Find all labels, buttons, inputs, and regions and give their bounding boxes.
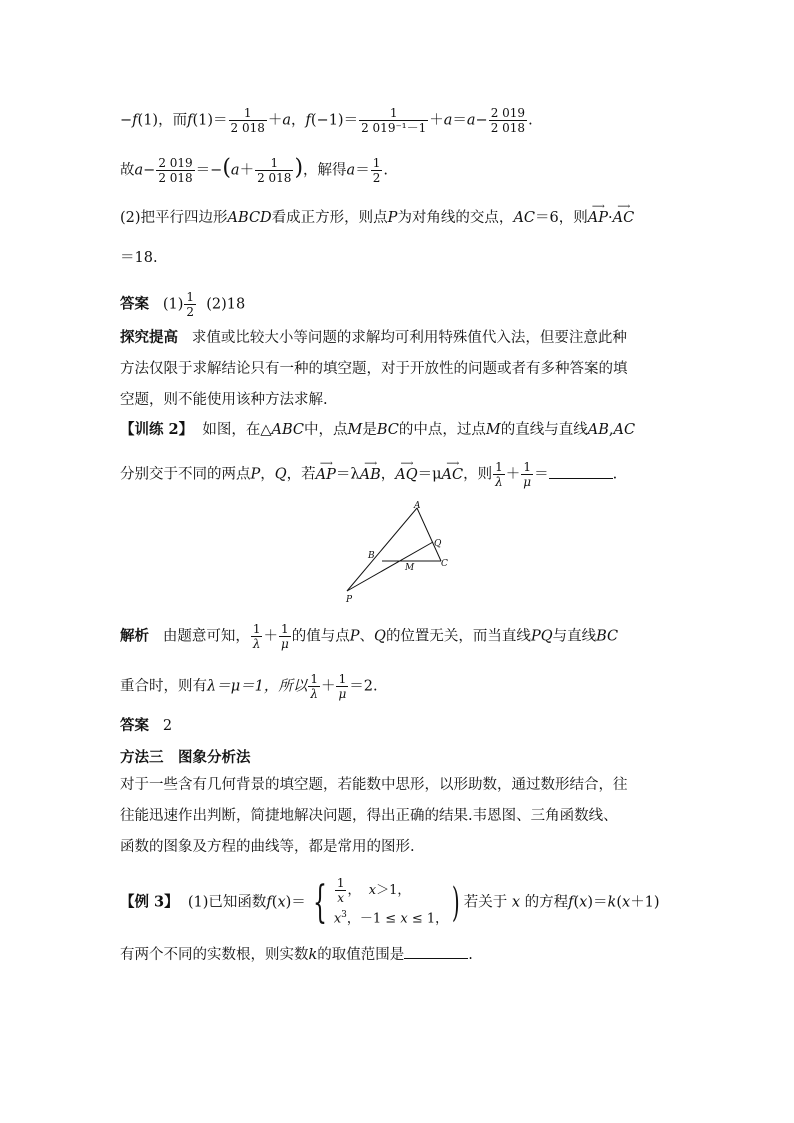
analysis-label: 解析: [120, 627, 149, 645]
text: P: [250, 466, 261, 483]
text: ＝6，则: [535, 210, 588, 226]
solution-line-4: ＝18.: [120, 250, 158, 266]
fraction: $\frac{1}{2 018}$: [257, 156, 292, 185]
triangle-figure: [335, 498, 465, 606]
text: x: [511, 894, 521, 911]
text: a: [346, 162, 356, 179]
text: (1)＝: [192, 112, 228, 129]
vector: ⟶ AC: [613, 208, 635, 228]
text: Q: [274, 466, 287, 483]
solution-line-3: [120, 208, 634, 228]
text: (−1)＝: [310, 112, 359, 129]
text: (1)已知函数: [187, 894, 267, 911]
paren: (: [222, 155, 231, 181]
label-c: C: [441, 559, 448, 569]
text: ABC: [271, 422, 305, 438]
fraction: $\frac{2 019}{2 018}$: [158, 156, 193, 185]
text: a: [230, 162, 240, 179]
text: −: [143, 162, 156, 179]
text: f: [187, 112, 193, 129]
text: (: [271, 894, 278, 911]
text: −: [120, 112, 133, 129]
text: ＝−: [195, 162, 223, 179]
text: 函数的图象及方程的曲线等，都是常用的图形.: [120, 839, 415, 855]
text: ，: [380, 466, 396, 483]
text: (2)把平行四边形: [120, 210, 228, 226]
fraction: $\frac{2 019}{2 018}$: [490, 106, 526, 135]
right-brace: ): [452, 879, 460, 926]
text: ，: [260, 466, 275, 483]
text: BC: [376, 422, 399, 438]
text: 分别交于不同的两点: [120, 466, 251, 483]
text: 中，点: [304, 422, 348, 438]
text: 与直线: [552, 628, 597, 645]
text: M: [485, 422, 501, 438]
fraction: $\frac{1}{\mu}$: [523, 460, 532, 489]
text: ＝2.: [349, 678, 378, 695]
fraction: $\frac{1}{2}$: [372, 156, 381, 185]
text: .: [528, 112, 533, 129]
text: ＋1): [630, 894, 660, 911]
text: M: [347, 422, 363, 438]
paren: ): [294, 155, 304, 181]
text: ，则: [463, 466, 493, 483]
text: a: [134, 162, 144, 179]
text: a: [443, 112, 453, 129]
text: f: [568, 894, 574, 911]
text: f: [305, 112, 311, 129]
vector: ⟶ AC: [442, 465, 464, 485]
text: x: [622, 894, 631, 911]
text: ·: [607, 210, 613, 226]
analysis-line-1: [120, 622, 618, 651]
segment-ap: [347, 508, 417, 591]
training-label: 【训练 2】: [120, 421, 194, 438]
piecewise-cases: $\frac{1}{x}$ ， x＞1， $x^3$，－1 ≤ x ≤ 1，: [333, 876, 449, 927]
tip-label: 探究提高: [120, 329, 178, 346]
training-2-line-2: [120, 460, 617, 489]
text: AC: [613, 422, 636, 438]
text: 由题意可知，: [162, 628, 250, 645]
text: P: [387, 210, 398, 226]
vector: ⟶ AQ: [395, 465, 417, 485]
text: a: [466, 112, 476, 129]
left-brace: {: [312, 876, 327, 928]
text: (1)，而: [137, 112, 188, 129]
text: )＝: [285, 894, 306, 911]
text: k: [308, 947, 318, 963]
text: ，解得: [303, 162, 347, 179]
fraction: $\frac{1}{\mu}$: [280, 622, 289, 651]
text: ＋: [239, 162, 255, 179]
text: .: [612, 466, 618, 483]
vector: ⟶ AB: [360, 465, 381, 485]
fraction: $\frac{1}{x}$: [336, 876, 345, 905]
fraction: $\frac{1}{\mu}$: [338, 672, 347, 701]
text: 是: [362, 422, 377, 438]
text: ＝μ: [417, 466, 442, 483]
text: ,: [608, 422, 614, 438]
text: (: [616, 894, 622, 911]
text: 的取值范围是: [317, 947, 405, 963]
training-2-line-1: [120, 420, 635, 440]
fraction: $\frac{1}{2 018}$: [230, 106, 265, 135]
text: f: [132, 112, 138, 129]
text: 的位置无关，而当直线: [385, 628, 531, 645]
answer-1: [120, 290, 245, 319]
text: PQ: [530, 628, 553, 645]
text: x: [277, 894, 286, 911]
answer-value: 2: [162, 718, 173, 734]
text: 的中点，过点: [398, 422, 486, 438]
text: ，: [291, 112, 306, 129]
text: f: [266, 894, 272, 911]
text: 对于一些含有几何背景的填空题，若能数中思形，以形助数，通过数形结合，往: [120, 777, 628, 793]
method-3-paragraph: [120, 770, 680, 863]
text: x: [579, 894, 588, 911]
text: 求值或比较大小等问题的求解均可利用特殊值代入法，但要注意此种: [191, 330, 627, 346]
answer-label: 答案: [120, 717, 149, 734]
text: ＋: [505, 466, 521, 483]
text: 的直线与直线: [500, 422, 588, 438]
method-3-title: 方法三 图象分析法: [120, 749, 251, 766]
label-a: A: [414, 501, 421, 511]
text: BC: [596, 628, 619, 645]
text: ＋: [267, 112, 283, 129]
text: AC: [513, 210, 536, 226]
analysis-line-2: [120, 672, 378, 701]
text: (2)18: [206, 296, 246, 313]
segment-pq: [347, 542, 433, 591]
text: ABCD: [227, 210, 272, 226]
text: ，若: [286, 466, 316, 483]
text: ＋: [429, 112, 444, 129]
text: .: [383, 162, 388, 179]
text: 、: [359, 628, 375, 645]
vector: ⟶ AP: [588, 208, 608, 228]
text: 如图，在△: [202, 422, 272, 438]
text: λ＝μ＝1，所以: [207, 678, 308, 695]
solution-line-2: [120, 156, 388, 185]
fraction: $\frac{1}{\lambda}$: [310, 672, 318, 701]
text: −: [475, 112, 488, 129]
text: 的值与点: [291, 628, 350, 645]
segment-ac: [417, 508, 441, 561]
text: ＝: [355, 162, 370, 179]
text: Q: [374, 628, 386, 645]
text: (: [573, 894, 580, 911]
vector: ⟶ AP: [316, 465, 336, 485]
example-3-line-1: [120, 876, 660, 929]
text: 的方程: [524, 894, 569, 911]
answer-blank: [404, 944, 468, 959]
label-b: B: [368, 551, 375, 561]
text: .: [468, 947, 473, 963]
text: 往能迅速作出判断，简捷地解决问题，得出正确的结果.韦恩图、三角函数线、: [120, 808, 618, 824]
answer-label: 答案: [120, 295, 149, 313]
answer-2: [120, 716, 172, 736]
text: 空题，则不能使用该种方法求解.: [120, 392, 328, 408]
text: 重合时，则有: [120, 678, 207, 695]
fraction: $\frac{1}{\text{2 019⁻¹－1}}$: [361, 106, 427, 135]
text: 故: [120, 162, 135, 179]
label-p: P: [346, 595, 353, 605]
fraction: $\frac{1}{\lambda}$: [495, 460, 503, 489]
text: ＝: [452, 112, 467, 129]
fraction: $\frac{1}{2}$: [186, 290, 195, 319]
fraction: $\frac{1}{\lambda}$: [252, 622, 261, 651]
text: 为对角线的交点，: [397, 210, 514, 226]
tip-paragraph: [120, 322, 680, 416]
text: ＝λ: [335, 466, 360, 483]
solution-line-1: [120, 106, 533, 135]
text: AB: [587, 422, 609, 438]
text: a: [282, 112, 292, 129]
text: P: [349, 628, 360, 645]
label-m: M: [405, 563, 415, 573]
text: 方法仅限于求解结论只有一种的填空题，对于开放性的问题或者有多种答案的填: [120, 361, 628, 377]
text: ＋: [263, 628, 278, 645]
text: 若关于: [463, 894, 508, 911]
text: k: [607, 894, 617, 911]
example-label: 【例 3】: [120, 893, 179, 911]
text: 看成正方形，则点: [271, 210, 388, 226]
text: 有两个不同的实数根，则实数: [120, 947, 309, 963]
example-3-line-2: [120, 944, 473, 965]
text: (1): [162, 296, 184, 313]
text: ＋: [320, 678, 336, 695]
text: )＝: [587, 894, 608, 911]
label-q: Q: [434, 539, 442, 549]
answer-blank: [549, 464, 613, 479]
text: ＝: [534, 466, 549, 483]
